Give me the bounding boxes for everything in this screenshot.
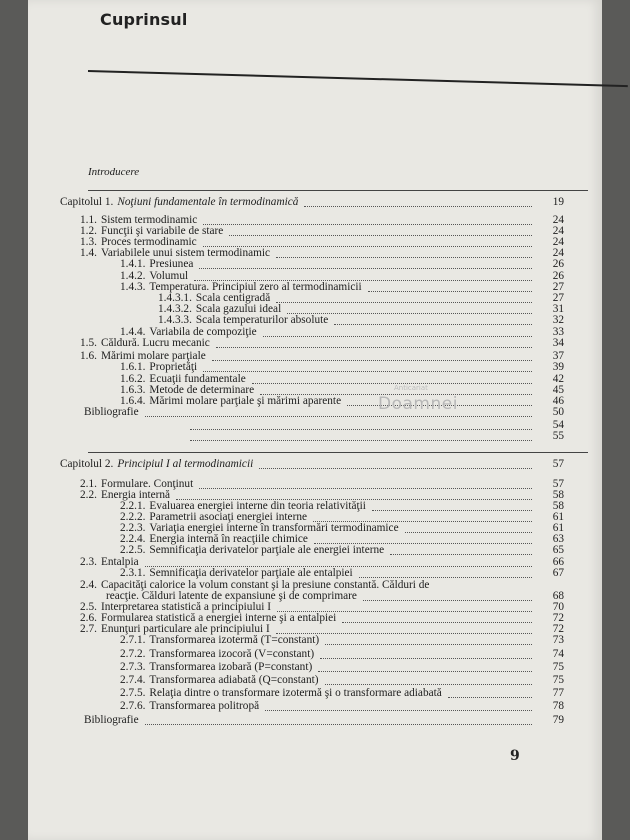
book-page xyxy=(28,0,602,840)
dot-leader xyxy=(320,658,532,659)
toc-page-number: 24 xyxy=(552,247,564,259)
dot-leader xyxy=(190,429,532,430)
toc-entry-title: Variabila de compoziţie xyxy=(149,326,257,338)
toc-entry-number: 1.4.3.3. xyxy=(158,314,192,326)
toc-page-number: 73 xyxy=(552,634,564,646)
toc-entry-title: Relaţia dintre o transformare izotermă şi o transformare adiabată xyxy=(149,687,442,699)
toc-page-number: 61 xyxy=(552,522,564,534)
toc-entry xyxy=(80,337,210,350)
dot-leader xyxy=(325,684,533,685)
toc-entry-title: Temperatura. Principiul zero al termodinamicii xyxy=(149,281,362,293)
toc-page-number: 65 xyxy=(552,544,564,556)
toc-page-number: 34 xyxy=(552,337,564,349)
toc-page-number: 26 xyxy=(552,258,564,270)
toc-page-number: 72 xyxy=(552,623,564,635)
dot-leader xyxy=(145,724,532,725)
toc-page-number: 24 xyxy=(552,225,564,237)
toc-entry-title: Semnificaţia derivatelor parţiale ale energiei interne xyxy=(149,544,385,556)
toc-entry-title: Semnificaţia derivatelor parţiale ale entalpiei xyxy=(149,567,353,579)
dot-leader xyxy=(390,554,532,555)
dot-leader xyxy=(276,257,532,258)
toc-entry-number: 2.7.1. xyxy=(120,634,146,646)
toc-entry-title: Transformarea izocoră (V=constant) xyxy=(149,648,315,660)
toc-entry-title: Transformarea adiabată (Q=constant) xyxy=(149,674,319,686)
toc-page-number: 72 xyxy=(552,612,564,624)
toc-page-number: 58 xyxy=(552,500,564,512)
dot-leader xyxy=(405,532,532,533)
toc-page-number: 54 xyxy=(552,419,564,431)
toc-entry-title: Mărimi molare parţiale şi mărimi aparente xyxy=(149,395,342,407)
toc-entry-number: 1.6.3. xyxy=(120,384,146,396)
toc-page-number: 74 xyxy=(552,648,564,660)
toc-entry-title: Transformarea izobară (P=constant) xyxy=(149,661,313,673)
toc-entry-number: 1.4.2. xyxy=(120,270,146,282)
toc-entry-number: 1.4.3.2. xyxy=(158,303,192,315)
dot-leader xyxy=(359,577,532,578)
dot-leader xyxy=(372,510,532,511)
toc-page-number: 42 xyxy=(552,373,564,385)
toc-entry xyxy=(80,714,139,727)
chapter-heading xyxy=(60,196,298,209)
watermark-small-text: Anticariat xyxy=(394,384,428,392)
toc-entry xyxy=(120,687,442,700)
toc-entry-number: 2.2.3. xyxy=(120,522,146,534)
toc-entry-number: 2.1. xyxy=(80,478,97,490)
toc-entry-title: Sistem termodinamic xyxy=(100,214,198,226)
toc-entry xyxy=(120,634,319,647)
dot-leader xyxy=(276,302,532,303)
header-rule xyxy=(88,70,628,87)
toc-entry-number: 1.6.2. xyxy=(120,373,146,385)
dot-leader xyxy=(304,206,532,207)
toc-entry-number: 2.6. xyxy=(80,612,97,624)
toc-entry xyxy=(80,406,139,419)
toc-entry-title: Funcţii şi variabile de stare xyxy=(100,225,224,237)
dot-leader xyxy=(448,697,532,698)
toc-page-number: 61 xyxy=(552,511,564,523)
toc-entry-number: 1.1. xyxy=(80,214,97,226)
toc-entry-number: 2.5. xyxy=(80,601,97,613)
toc-page-number: 58 xyxy=(552,489,564,501)
dot-leader xyxy=(203,224,532,225)
watermark-text: Doamnei xyxy=(378,394,458,414)
toc-entry-number: 1.4. xyxy=(80,247,97,259)
toc-page-number: 37 xyxy=(552,350,564,362)
chapter-heading xyxy=(60,458,253,471)
intro-entry: Introducere xyxy=(88,166,140,178)
dot-leader xyxy=(229,235,532,236)
dot-leader xyxy=(203,371,532,372)
toc-entry-title: Evaluarea energiei interne din teoria relativităţii xyxy=(149,500,366,512)
toc-entry-title: Formularea statistică a energiei interne şi a entalpiei xyxy=(100,612,337,624)
toc-page-number: 45 xyxy=(552,384,564,396)
toc-entry-title: Ecuaţii fundamentale xyxy=(149,373,246,385)
toc-page-number: 27 xyxy=(552,281,564,293)
toc-entry-title: Entalpia xyxy=(100,556,139,568)
toc-page-number: 57 xyxy=(552,478,564,490)
toc-entry-title: Presiunea xyxy=(149,258,194,270)
toc-entry-title: Capacităţi calorice la volum constant şi la presiune constantă. Călduri de xyxy=(100,579,430,591)
toc-entry-title: Transformarea izotermă (T=constant) xyxy=(149,634,320,646)
toc-entry-number: 2.7.6. xyxy=(120,700,146,712)
dot-leader xyxy=(259,468,532,469)
toc-entry xyxy=(120,395,341,408)
toc-entry-number: 1.6. xyxy=(80,350,97,362)
toc-page-number: 70 xyxy=(552,601,564,613)
toc-page-number: 33 xyxy=(552,326,564,338)
dot-leader xyxy=(325,644,532,645)
toc-entry xyxy=(120,544,384,557)
toc-page-number: 24 xyxy=(552,214,564,226)
dot-leader xyxy=(216,347,532,348)
toc-entry xyxy=(120,700,259,713)
toc-entry-title: Scala gazului ideal xyxy=(195,303,282,315)
toc-entry-title: Energia internă în reacţiile chimice xyxy=(149,533,308,545)
dot-leader xyxy=(252,383,532,384)
toc-page-number: 46 xyxy=(552,395,564,407)
toc-entry-number: 2.3. xyxy=(80,556,97,568)
toc-entry-number: 2.4. xyxy=(80,579,97,591)
toc-page-number: 78 xyxy=(552,700,564,712)
dot-leader xyxy=(334,324,532,325)
toc-entry-number: Capitolul 1. xyxy=(60,196,114,208)
toc-page-number: 67 xyxy=(552,567,564,579)
toc-entry-number: 2.2.5. xyxy=(120,544,146,556)
toc-entry-title: Interpretarea statistică a principiului I xyxy=(100,601,271,613)
toc-entry-title: Scala temperaturilor absolute xyxy=(195,314,329,326)
toc-entry-title: Energia internă xyxy=(100,489,171,501)
toc-entry-title: Scala centigradă xyxy=(195,292,271,304)
toc-page-number: 57 xyxy=(552,458,564,470)
toc-entry-title: reacţie. Călduri latente de expansiune şi de comprimare xyxy=(106,590,357,602)
toc-page-number: 27 xyxy=(552,292,564,304)
toc-entry-title: Căldură. Lucru mecanic xyxy=(100,337,210,349)
toc-page-number: 39 xyxy=(552,361,564,373)
toc-entry-title: Variabilele unui sistem termodinamic xyxy=(100,247,271,259)
toc-page-number: 68 xyxy=(552,590,564,602)
toc-entry-title: Metode de determinare xyxy=(149,384,255,396)
toc-page-number: 24 xyxy=(552,236,564,248)
dot-leader xyxy=(263,336,532,337)
dot-leader xyxy=(145,416,532,417)
chapter-rule xyxy=(88,190,588,191)
dot-leader xyxy=(363,600,532,601)
toc-entry-title: Enunţuri particulare ale principiului I xyxy=(100,623,270,635)
dot-leader xyxy=(190,440,532,441)
toc-entry-number: 1.6.1. xyxy=(120,361,146,373)
toc-entry-title: Formulare. Conţinut xyxy=(100,478,194,490)
toc-page-number: 26 xyxy=(552,270,564,282)
toc-entry-number: 2.2.2. xyxy=(120,511,146,523)
toc-entry-number: 2.7. xyxy=(80,623,97,635)
toc-page-number: 50 xyxy=(552,406,564,418)
toc-entry-number: 2.7.5. xyxy=(120,687,146,699)
toc-entry-number: 2.7.2. xyxy=(120,648,146,660)
toc-page-number: 31 xyxy=(552,303,564,315)
toc-entry-title: Mărimi molare parţiale xyxy=(100,350,206,362)
toc-entry-number: 1.3. xyxy=(80,236,97,248)
toc-entry-title: Proces termodinamic xyxy=(100,236,197,248)
toc-entry-title: Bibliografie xyxy=(84,406,139,418)
toc-entry-number: 1.4.1. xyxy=(120,258,146,270)
toc-entry-number: 2.3.1. xyxy=(120,567,146,579)
toc-entry-title: Volumul xyxy=(149,270,189,282)
toc-entry-number: 1.4.3.1. xyxy=(158,292,192,304)
toc-entry-number: 2.2. xyxy=(80,489,97,501)
toc-page-number: 63 xyxy=(552,533,564,545)
page-number: 9 xyxy=(510,748,520,764)
toc-entry-title: Bibliografie xyxy=(84,714,139,726)
toc-page-number: 77 xyxy=(552,687,564,699)
dot-leader xyxy=(368,291,532,292)
dot-leader xyxy=(265,710,532,711)
toc-entry-number: 2.7.3. xyxy=(120,661,146,673)
toc-entry-title: Noţiuni fundamentale în termodinamică xyxy=(117,196,299,208)
toc-page-number: 79 xyxy=(552,714,564,726)
page-title: Cuprinsul xyxy=(100,10,188,29)
toc-entry-title: Proprietăţi xyxy=(149,361,198,373)
toc-entry-number: 1.6.4. xyxy=(120,395,146,407)
dot-leader xyxy=(199,268,532,269)
toc-entry-title: Variaţia energiei interne în transformări termodinamice xyxy=(149,522,399,534)
toc-page-number: 75 xyxy=(552,661,564,673)
toc-entry-number: 2.2.1. xyxy=(120,500,146,512)
toc-entry-number: 1.5. xyxy=(80,337,97,349)
toc-page-number: 19 xyxy=(552,196,564,208)
toc-entry-number: 2.2.4. xyxy=(120,533,146,545)
toc-entry-title: Principiul I al termodinamicii xyxy=(117,458,254,470)
toc-entry xyxy=(120,648,314,661)
toc-entry-number: Capitolul 2. xyxy=(60,458,114,470)
toc-entry-title: Parametrii asociaţi energiei interne xyxy=(149,511,307,523)
dot-leader xyxy=(318,671,532,672)
toc-page-number: 55 xyxy=(552,430,564,442)
toc-page-number: 32 xyxy=(552,314,564,326)
toc-entry xyxy=(120,674,319,687)
toc-entry-number: 1.2. xyxy=(80,225,97,237)
dot-leader xyxy=(342,622,532,623)
toc-entry-title: Transformarea politropă xyxy=(149,700,260,712)
toc-page-number: 75 xyxy=(552,674,564,686)
toc-entry xyxy=(120,661,312,674)
dot-leader xyxy=(199,488,532,489)
toc-entry-number: 2.7.4. xyxy=(120,674,146,686)
toc-entry-number: 1.4.4. xyxy=(120,326,146,338)
dot-leader xyxy=(212,360,532,361)
chapter-rule xyxy=(88,452,588,453)
toc-entry-number: 1.4.3. xyxy=(120,281,146,293)
toc-page-number: 66 xyxy=(552,556,564,568)
